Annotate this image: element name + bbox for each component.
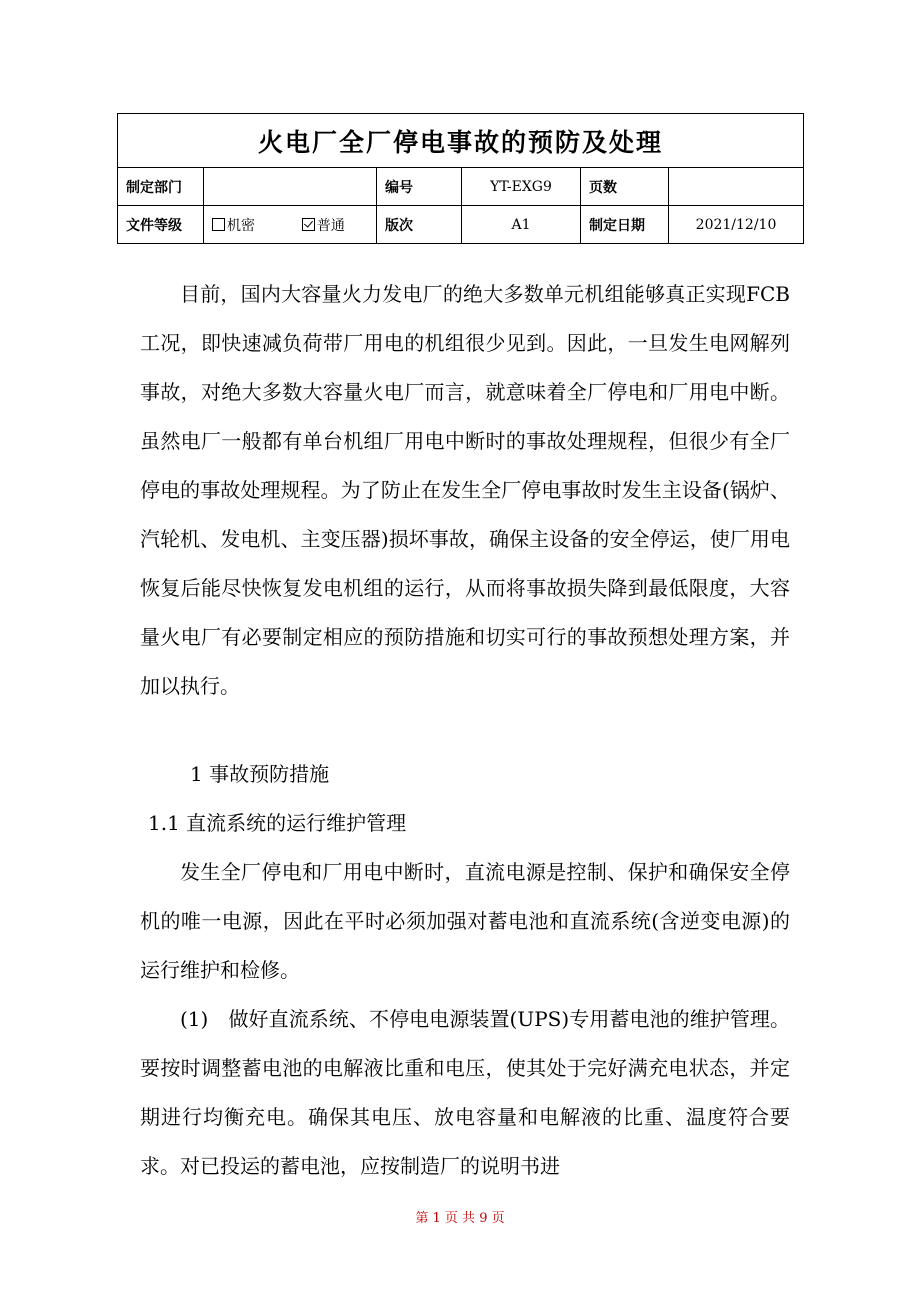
pages-value bbox=[669, 168, 804, 206]
paragraph-dc-system: 发生全厂停电和厂用电中断时，直流电源是控制、保护和确保安全停机的唯一电源，因此在平时必须加强对蓄电池和直流系统(含逆变电源)的运行维护和检修。 bbox=[140, 860, 790, 982]
paragraph-item-1: (1) 做好直流系统、不停电电源装置(UPS)专用蓄电池的维护管理。要按时调整蓄电池的电解液比重和电压，使其处于完好满充电状态，并定期进行均衡充电。确保其电压、放电容量和电解液的比重、温度符合要求。对已投运的蓄电池，应按制造厂的说明书进 bbox=[140, 1007, 790, 1178]
normal-checkbox-checked-icon bbox=[302, 218, 315, 231]
level-normal-label: 普通 bbox=[316, 217, 345, 234]
level-options bbox=[204, 206, 377, 244]
dept-label: 制定部门 bbox=[118, 168, 204, 206]
section-1-heading: 1 事故预防措施 bbox=[190, 762, 330, 786]
document-title: 火电厂全厂停电事故的预防及处理 bbox=[118, 114, 804, 168]
dept-value bbox=[204, 168, 377, 206]
section-1-1-heading: 1.1 直流系统的运行维护管理 bbox=[148, 811, 407, 835]
version-value: A1 bbox=[462, 206, 581, 244]
page-footer: 第 1 页 共 9 页 bbox=[415, 1211, 505, 1226]
version-label: 版次 bbox=[377, 206, 462, 244]
document-header-table bbox=[117, 113, 804, 244]
code-value: YT-EXG9 bbox=[462, 168, 581, 206]
date-value: 2021/12/10 bbox=[669, 206, 804, 244]
code-label: 编号 bbox=[377, 168, 462, 206]
level-label: 文件等级 bbox=[118, 206, 204, 244]
pages-label: 页数 bbox=[581, 168, 669, 206]
date-label: 制定日期 bbox=[581, 206, 669, 244]
level-secret-label: 机密 bbox=[227, 217, 255, 234]
intro-paragraph: 目前，国内大容量火力发电厂的绝大多数单元机组能够真正实现FCB工况，即快速减负荷带厂用电的机组很少见到。因此，一旦发生电网解列事故，对绝大多数大容量火电厂而言，就意味着全厂停电和厂用电中断。虽然电厂一般都有单台机组厂用电中断时的事故处理规程，但很少有全厂停电的事故处理规程。为了防止在发生全厂停电事故时发生主设备(锅炉、汽轮机、发电机、主变压器)损坏事故，确保主设备的安全停运，使厂用电恢复后能尽快恢复发电机组的运行，从而将事故损失降到最低限度，大容量火电厂有必要制定相应的预防措施和切实可行的事故预想处理方案，并加以执行。 bbox=[140, 282, 790, 698]
secret-checkbox-icon bbox=[212, 218, 225, 231]
